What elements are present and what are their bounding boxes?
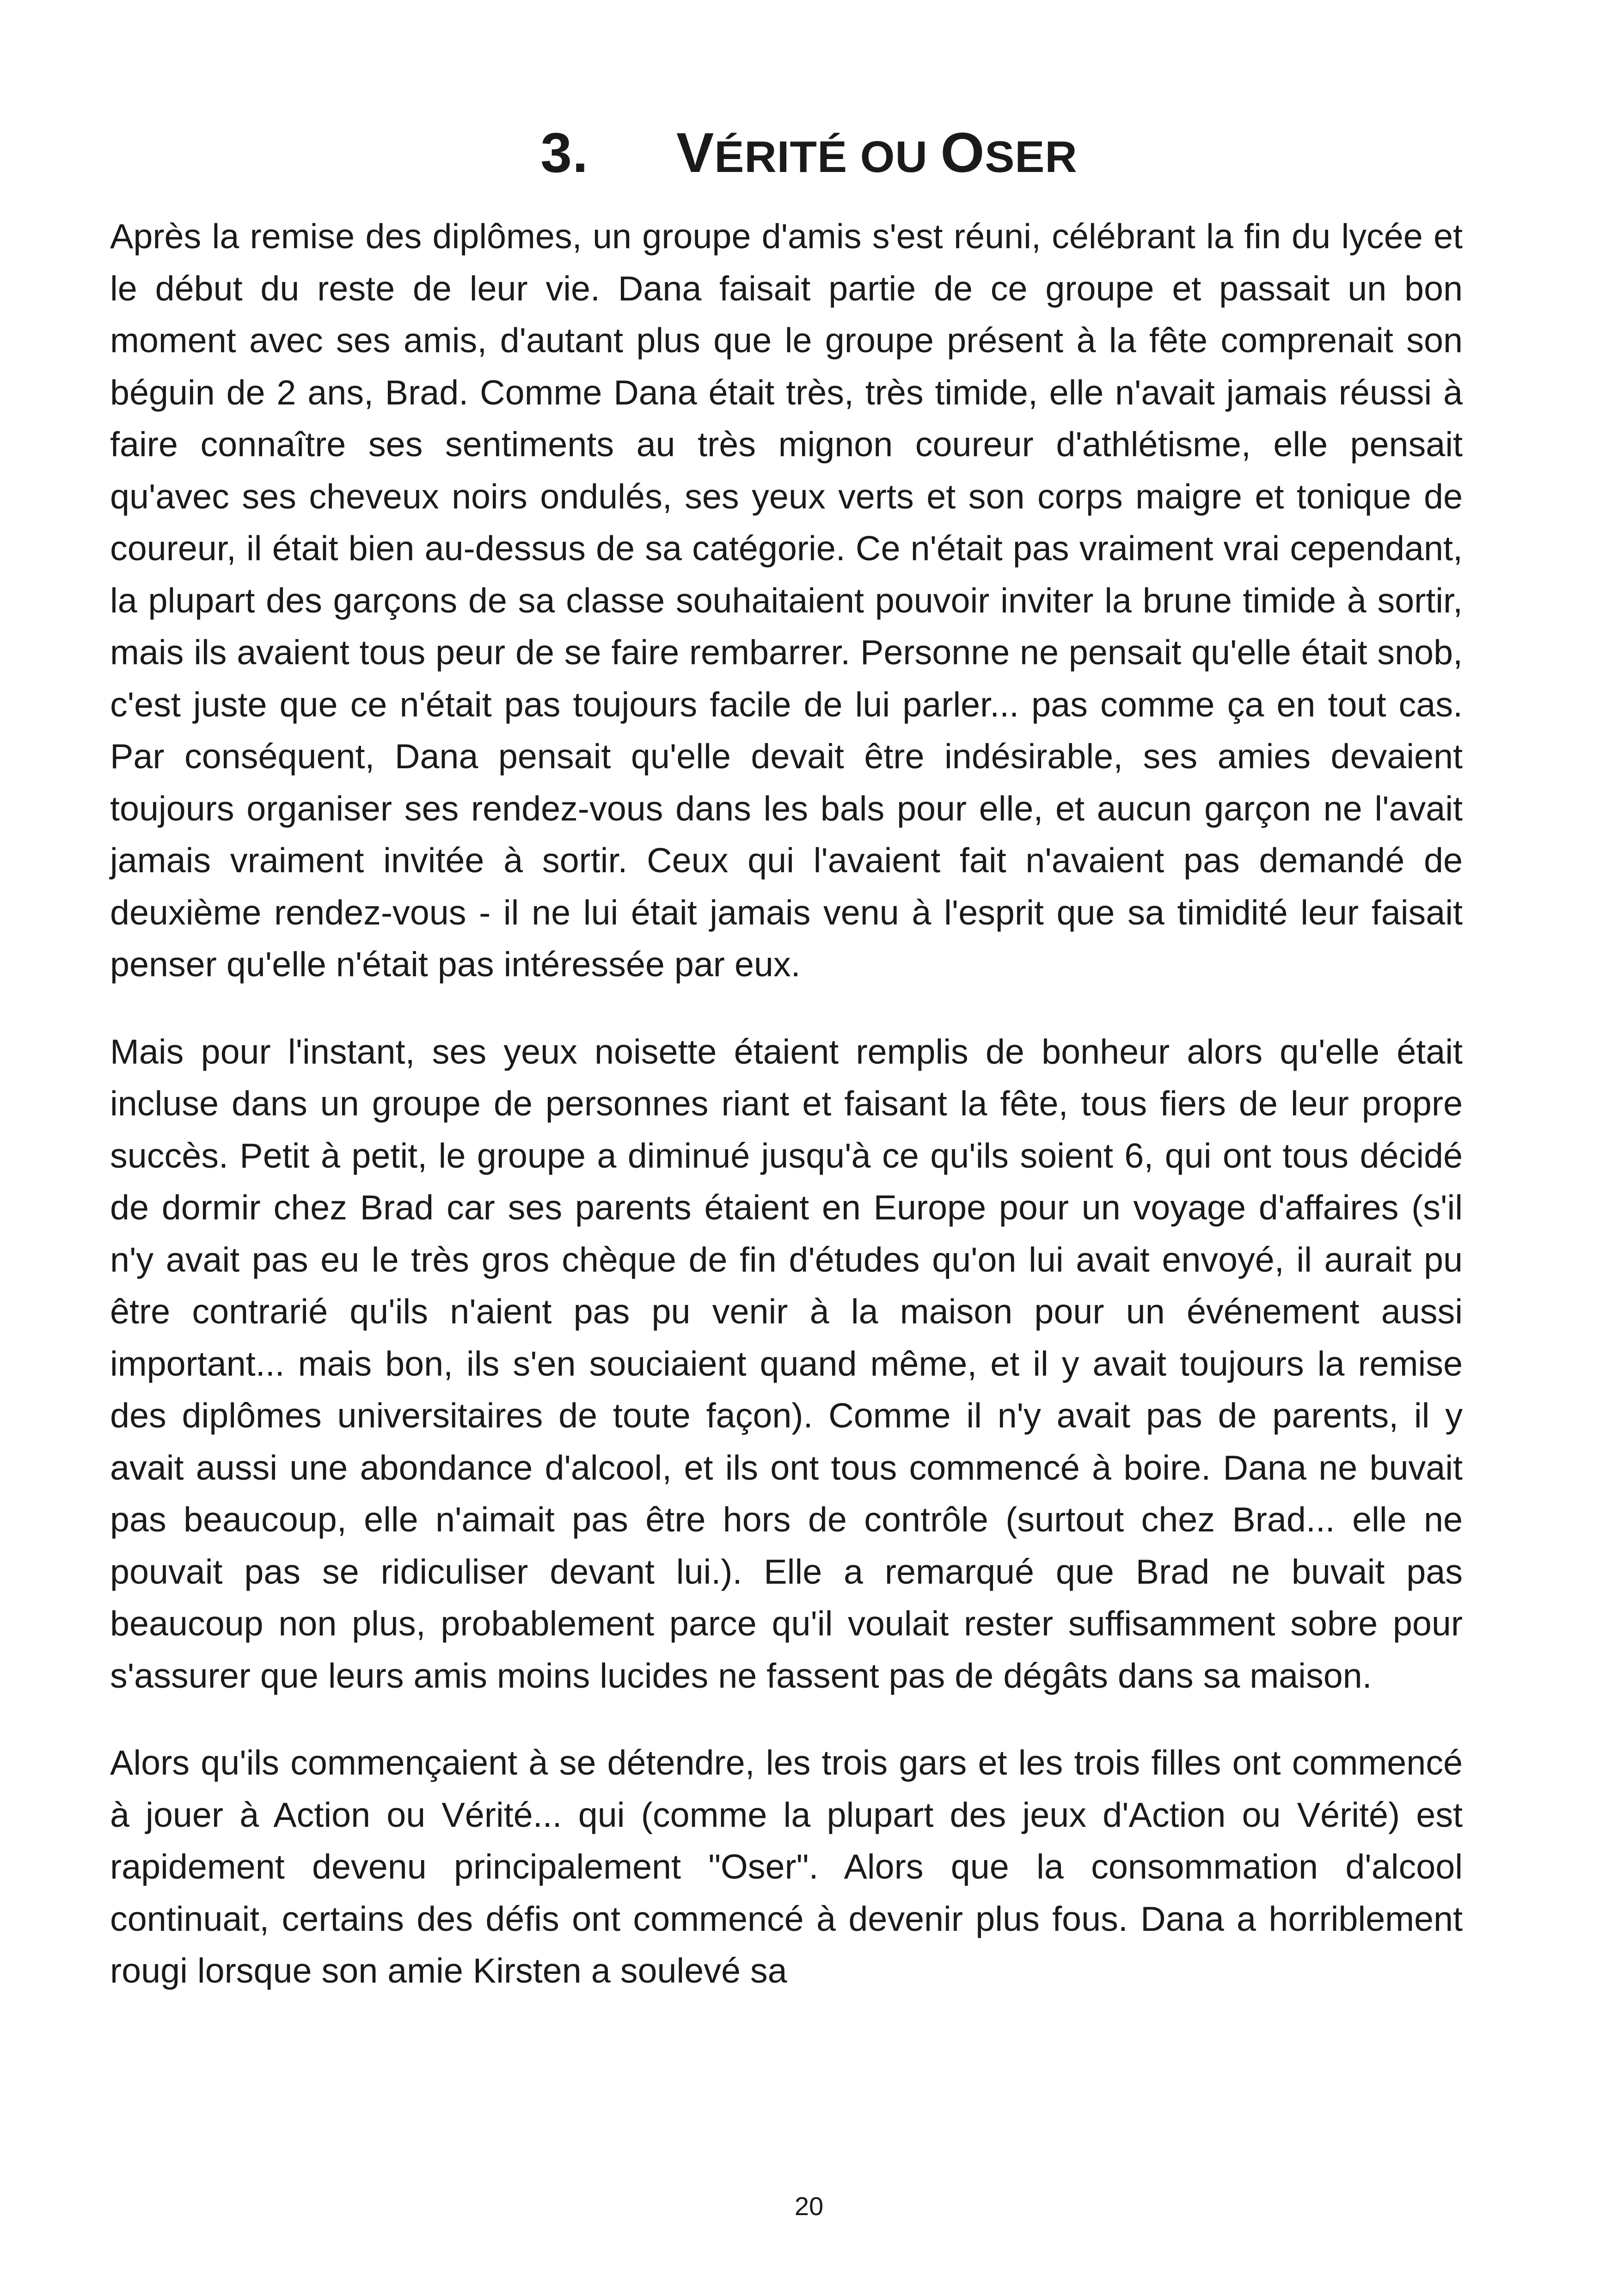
body-text (110, 210, 1463, 2032)
paragraph: Alors qu'ils commençaient à se détendre, les trois gars et les trois filles ont commencé à jouer à Action ou Vérité... qui (comme la plupart des jeux d'Action ou Vérité) est rapidement devenu principalement "Oser". Alors que la consommation d'alcool continuait, certains des défis ont commencé à devenir plus fous. Dana a horriblement rougi lorsque son amie Kirsten a soulevé sa (110, 1743, 1463, 1990)
chapter-title-part: O (940, 121, 985, 184)
page-number: 20 (794, 2192, 824, 2221)
chapter-title (0, 116, 1618, 194)
chapter-title-part: ÉRITÉ OU (714, 132, 941, 182)
chapter-title-text (676, 121, 1078, 184)
chapter-title-part: V (676, 121, 715, 184)
paragraph: Après la remise des diplômes, un groupe d'amis s'est réuni, célébrant la fin du lycée et le début du reste de leur vie. Dana faisait partie de ce groupe et passait un bon moment avec ses amis, d'autant plus que le groupe présent à la fête comprenait son béguin de 2 ans, Brad. Comme Dana était très, très timide, elle n'avait jamais réussi à faire connaître ses sentiments au très mignon coureur d'athlétisme, elle pensait qu'avec ses cheveux noirs ondulés, ses yeux verts et son corps maigre et tonique de coureur, il était bien au-dessus de sa catégorie. Ce n'était pas vraiment vrai cependant, la plupart des garçons de sa classe souhaitaient pouvoir inviter la brune timide à sortir, mais ils avaient tous peur de se faire rembarrer. Personne ne pensait qu'elle était snob, c'est juste que ce n'était pas toujours facile de lui parler... pas comme ça en tout cas. Par conséquent, Dana pensait qu'elle devait être indésirable, ses amies devaient toujours organiser ses rendez-vous dans les bals pour elle, et aucun garçon ne l'avait jamais vraiment invitée à sortir. Ceux qui l'avaient fait n'avaient pas demandé de deuxième rendez-vous - il ne lui était jamais venu à l'esprit que sa timidité leur faisait penser qu'elle n'était pas intéressée par eux. (110, 217, 1463, 984)
paragraph: Mais pour l'instant, ses yeux noisette étaient remplis de bonheur alors qu'elle était incluse dans un groupe de personnes riant et faisant la fête, tous fiers de leur propre succès. Petit à petit, le groupe a diminué jusqu'à ce qu'ils soient 6, qui ont tous décidé de dormir chez Brad car ses parents étaient en Europe pour un voyage d'affaires (s'il n'y avait pas eu le très gros chèque de fin d'études qu'on lui avait envoyé, il aurait pu être contrarié qu'ils n'aient pas pu venir à la maison pour un événement aussi important... mais bon, ils s'en souciaient quand même, et il y avait toujours la remise des diplômes universitaires de toute façon). Comme il n'y avait pas de parents, il y avait aussi une abondance d'alcool, et ils ont tous commencé à boire. Dana ne buvait pas beaucoup, elle n'aimait pas être hors de contrôle (surtout chez Brad... elle ne pouvait pas se ridiculiser devant lui.). Elle a remarqué que Brad ne buvait pas beaucoup non plus, probablement parce qu'il voulait rester suffisamment sobre pour s'assurer que leurs amis moins lucides ne fassent pas de dégâts dans sa maison. (110, 1032, 1463, 1695)
chapter-number: 3. (540, 121, 589, 184)
chapter-title-part: SER (985, 132, 1078, 182)
